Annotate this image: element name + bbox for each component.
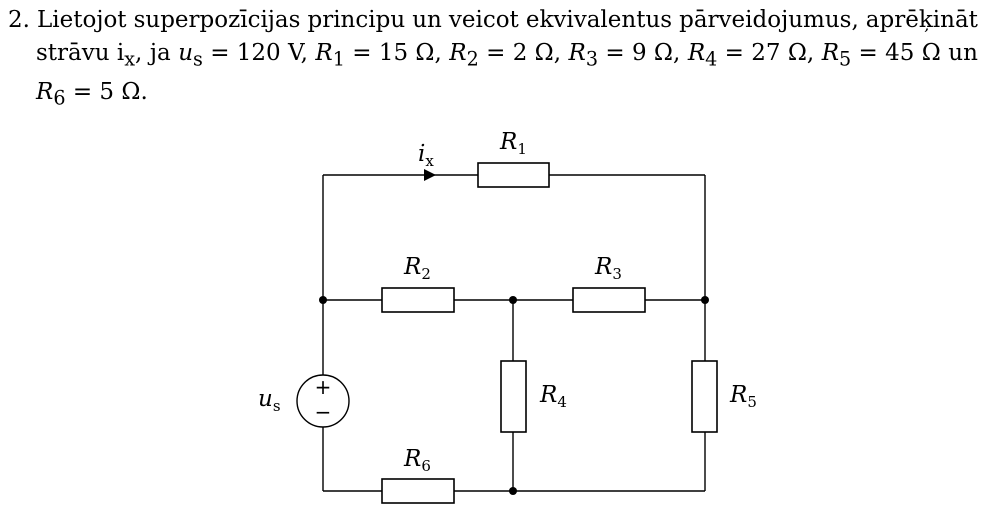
symbol: R (687, 40, 706, 66)
value: = 15 Ω, (352, 40, 442, 66)
subscript: 6 (53, 86, 66, 110)
wires (323, 175, 705, 491)
label-r1 (499, 129, 527, 158)
symbol: u (178, 40, 194, 66)
label-sub: 1 (517, 140, 527, 158)
label-r5 (729, 382, 757, 411)
label-us (258, 386, 281, 415)
resistor-r5 (692, 361, 717, 432)
label-ix (418, 141, 434, 170)
label-main: R (595, 254, 613, 280)
voltage-source (297, 375, 349, 427)
value: = 2 Ω, (486, 40, 562, 66)
symbol: R (449, 40, 467, 66)
resistor-r6 (382, 479, 454, 503)
symbol: R (568, 40, 586, 66)
problem-word: un (412, 7, 442, 33)
junction-node (509, 487, 517, 495)
label-main: u (258, 386, 273, 412)
label-main: R (540, 382, 558, 408)
value: = 120 V, (210, 40, 308, 66)
resistor-r4 (501, 361, 526, 432)
label-main: R (730, 382, 748, 408)
source-plus: + (314, 375, 332, 399)
junction-node (509, 296, 517, 304)
symbol: R (821, 40, 840, 66)
problem-word: ja (149, 40, 171, 66)
label-r6 (403, 446, 431, 475)
label-sub: x (425, 152, 434, 170)
label-r4 (539, 382, 567, 411)
problem-word: principu (307, 7, 406, 33)
source-minus: − (314, 400, 332, 424)
problem-word: veicot (448, 7, 519, 33)
problem-word: pārveidojumus, (679, 7, 859, 33)
subscript: x (124, 47, 136, 71)
resistor-r3 (573, 288, 645, 312)
subscript: 5 (839, 47, 852, 71)
label-sub: 5 (747, 393, 757, 411)
current-arrow-icon (424, 169, 436, 181)
problem-word: Lietojot (36, 7, 127, 33)
text-strāvu-i: strāvu i (36, 40, 125, 66)
problem-word: un (948, 40, 978, 66)
label-r2 (403, 254, 431, 283)
subscript: 4 (705, 47, 718, 71)
junction-node (319, 296, 327, 304)
subscript: 3 (585, 47, 599, 71)
symbol: R (36, 78, 54, 105)
value: = 9 Ω, (605, 40, 681, 66)
label-sub: 2 (421, 265, 431, 283)
value: = 27 Ω, (724, 40, 815, 66)
problem-word: 2. (8, 7, 30, 33)
label-main: R (404, 254, 422, 280)
label-main: i (418, 141, 426, 167)
label-main: R (500, 129, 518, 155)
problem-word: ekvivalentus (525, 7, 673, 33)
resistor-r1 (478, 163, 549, 187)
label-sub: 3 (612, 265, 622, 283)
subscript: s (193, 47, 203, 71)
subscript: 2 (466, 47, 479, 71)
value: = 45 Ω (858, 40, 941, 66)
resistor-r2 (382, 288, 454, 312)
subscript: 1 (332, 47, 345, 71)
label-sub: s (272, 397, 281, 415)
problem-word: aprēķināt (865, 7, 978, 33)
symbol: R (315, 40, 333, 66)
comma: , (135, 40, 143, 66)
label-sub: 4 (557, 393, 567, 411)
value: = 5 Ω. (65, 78, 148, 105)
problem-word: superpozīcijas (133, 7, 301, 33)
label-main: R (404, 446, 422, 472)
label-r3 (594, 254, 622, 283)
label-sub: 6 (421, 457, 431, 475)
junction-node (701, 296, 709, 304)
